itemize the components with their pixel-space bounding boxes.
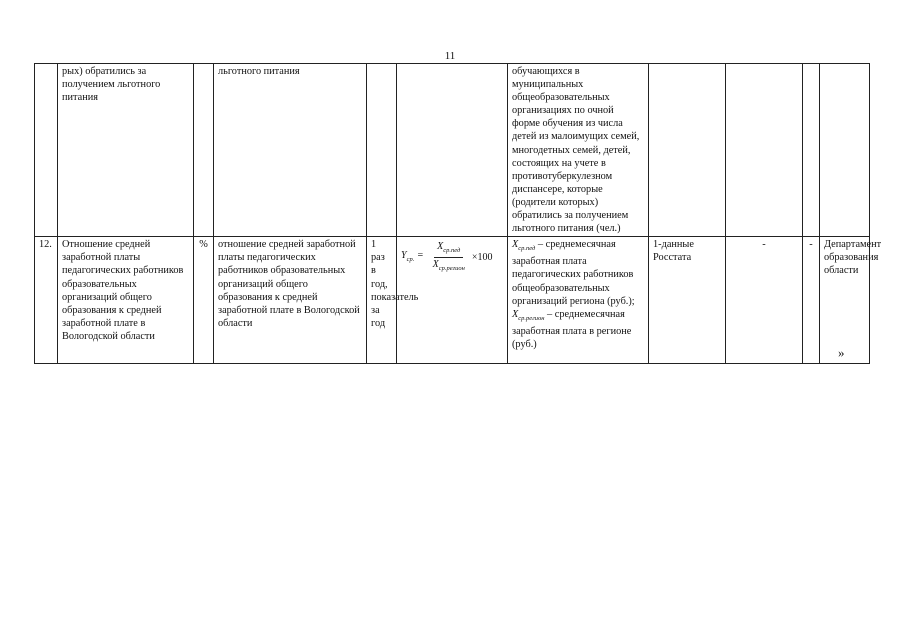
cell-unit: % xyxy=(194,237,214,364)
formula-fraction xyxy=(430,240,468,275)
cell-periodicity-cont xyxy=(367,64,397,237)
cell-unit-cont xyxy=(194,64,214,237)
cell-variables xyxy=(508,237,649,364)
formula-numerator: $X_{ср.пед}$ xyxy=(434,240,463,258)
formula-denominator: $X_{ср.регион}$ xyxy=(432,259,465,273)
cell-source: 1-данные Росстата xyxy=(649,237,726,364)
cell-source-cont xyxy=(649,64,726,237)
cell-col9-cont xyxy=(803,64,820,237)
variable-1: $X_{ср.пед}$ – среднемесячная заработная плата педагогических работников общеобразовательных организаций региона (руб.); xyxy=(512,239,635,307)
cell-col8-cont xyxy=(726,64,803,237)
indicator-table xyxy=(34,63,882,364)
variable-2: $X_{ср.регион}$ – среднемесячная заработная плата в регионе (руб.) xyxy=(512,308,632,350)
cell-formula-cont xyxy=(397,64,508,237)
cell-name: Отношение средней заработной платы педагогических работников образовательных организаций общего образования к средней заработной плате в Вологодской области xyxy=(58,237,194,364)
cell-periodicity: 1 раз в год, показатель за год xyxy=(367,237,397,364)
table-row-12 xyxy=(35,237,870,364)
formula xyxy=(401,238,503,275)
formula-multiplier: ×100 xyxy=(471,252,493,264)
cell-responsible-cont xyxy=(820,64,870,237)
cell-col9: - xyxy=(803,237,820,364)
cell-definition-cont: льготного питания xyxy=(214,64,367,237)
cell-definition: отношение средней заработной платы педагогических работников образовательных организаций общего образования к средней заработной плате в Вологодской области xyxy=(214,237,367,364)
cell-name-cont: рых) обратились за получением льготного питания xyxy=(58,64,194,237)
formula-lhs: $Y_{ср.}$ = xyxy=(401,250,424,264)
cell-variables-cont: обучающихся в муниципальных общеобразовательных организациях по очной форме обучения из числа детей из малоимущих семей, многодетных семей, детей, состоящих на учете в противотуберкулезном диспансере, которые (родители которых) обратились за получением льготного питания (чел.) xyxy=(508,64,649,237)
cell-responsible: Департамент образования области xyxy=(820,237,870,364)
cell-col8: - xyxy=(726,237,803,364)
closing-quote: » xyxy=(838,345,845,360)
cell-number: 12. xyxy=(35,237,58,364)
cell-number-cont xyxy=(35,64,58,237)
page-number: 11 xyxy=(444,50,456,62)
table-row-continuation xyxy=(35,64,870,237)
